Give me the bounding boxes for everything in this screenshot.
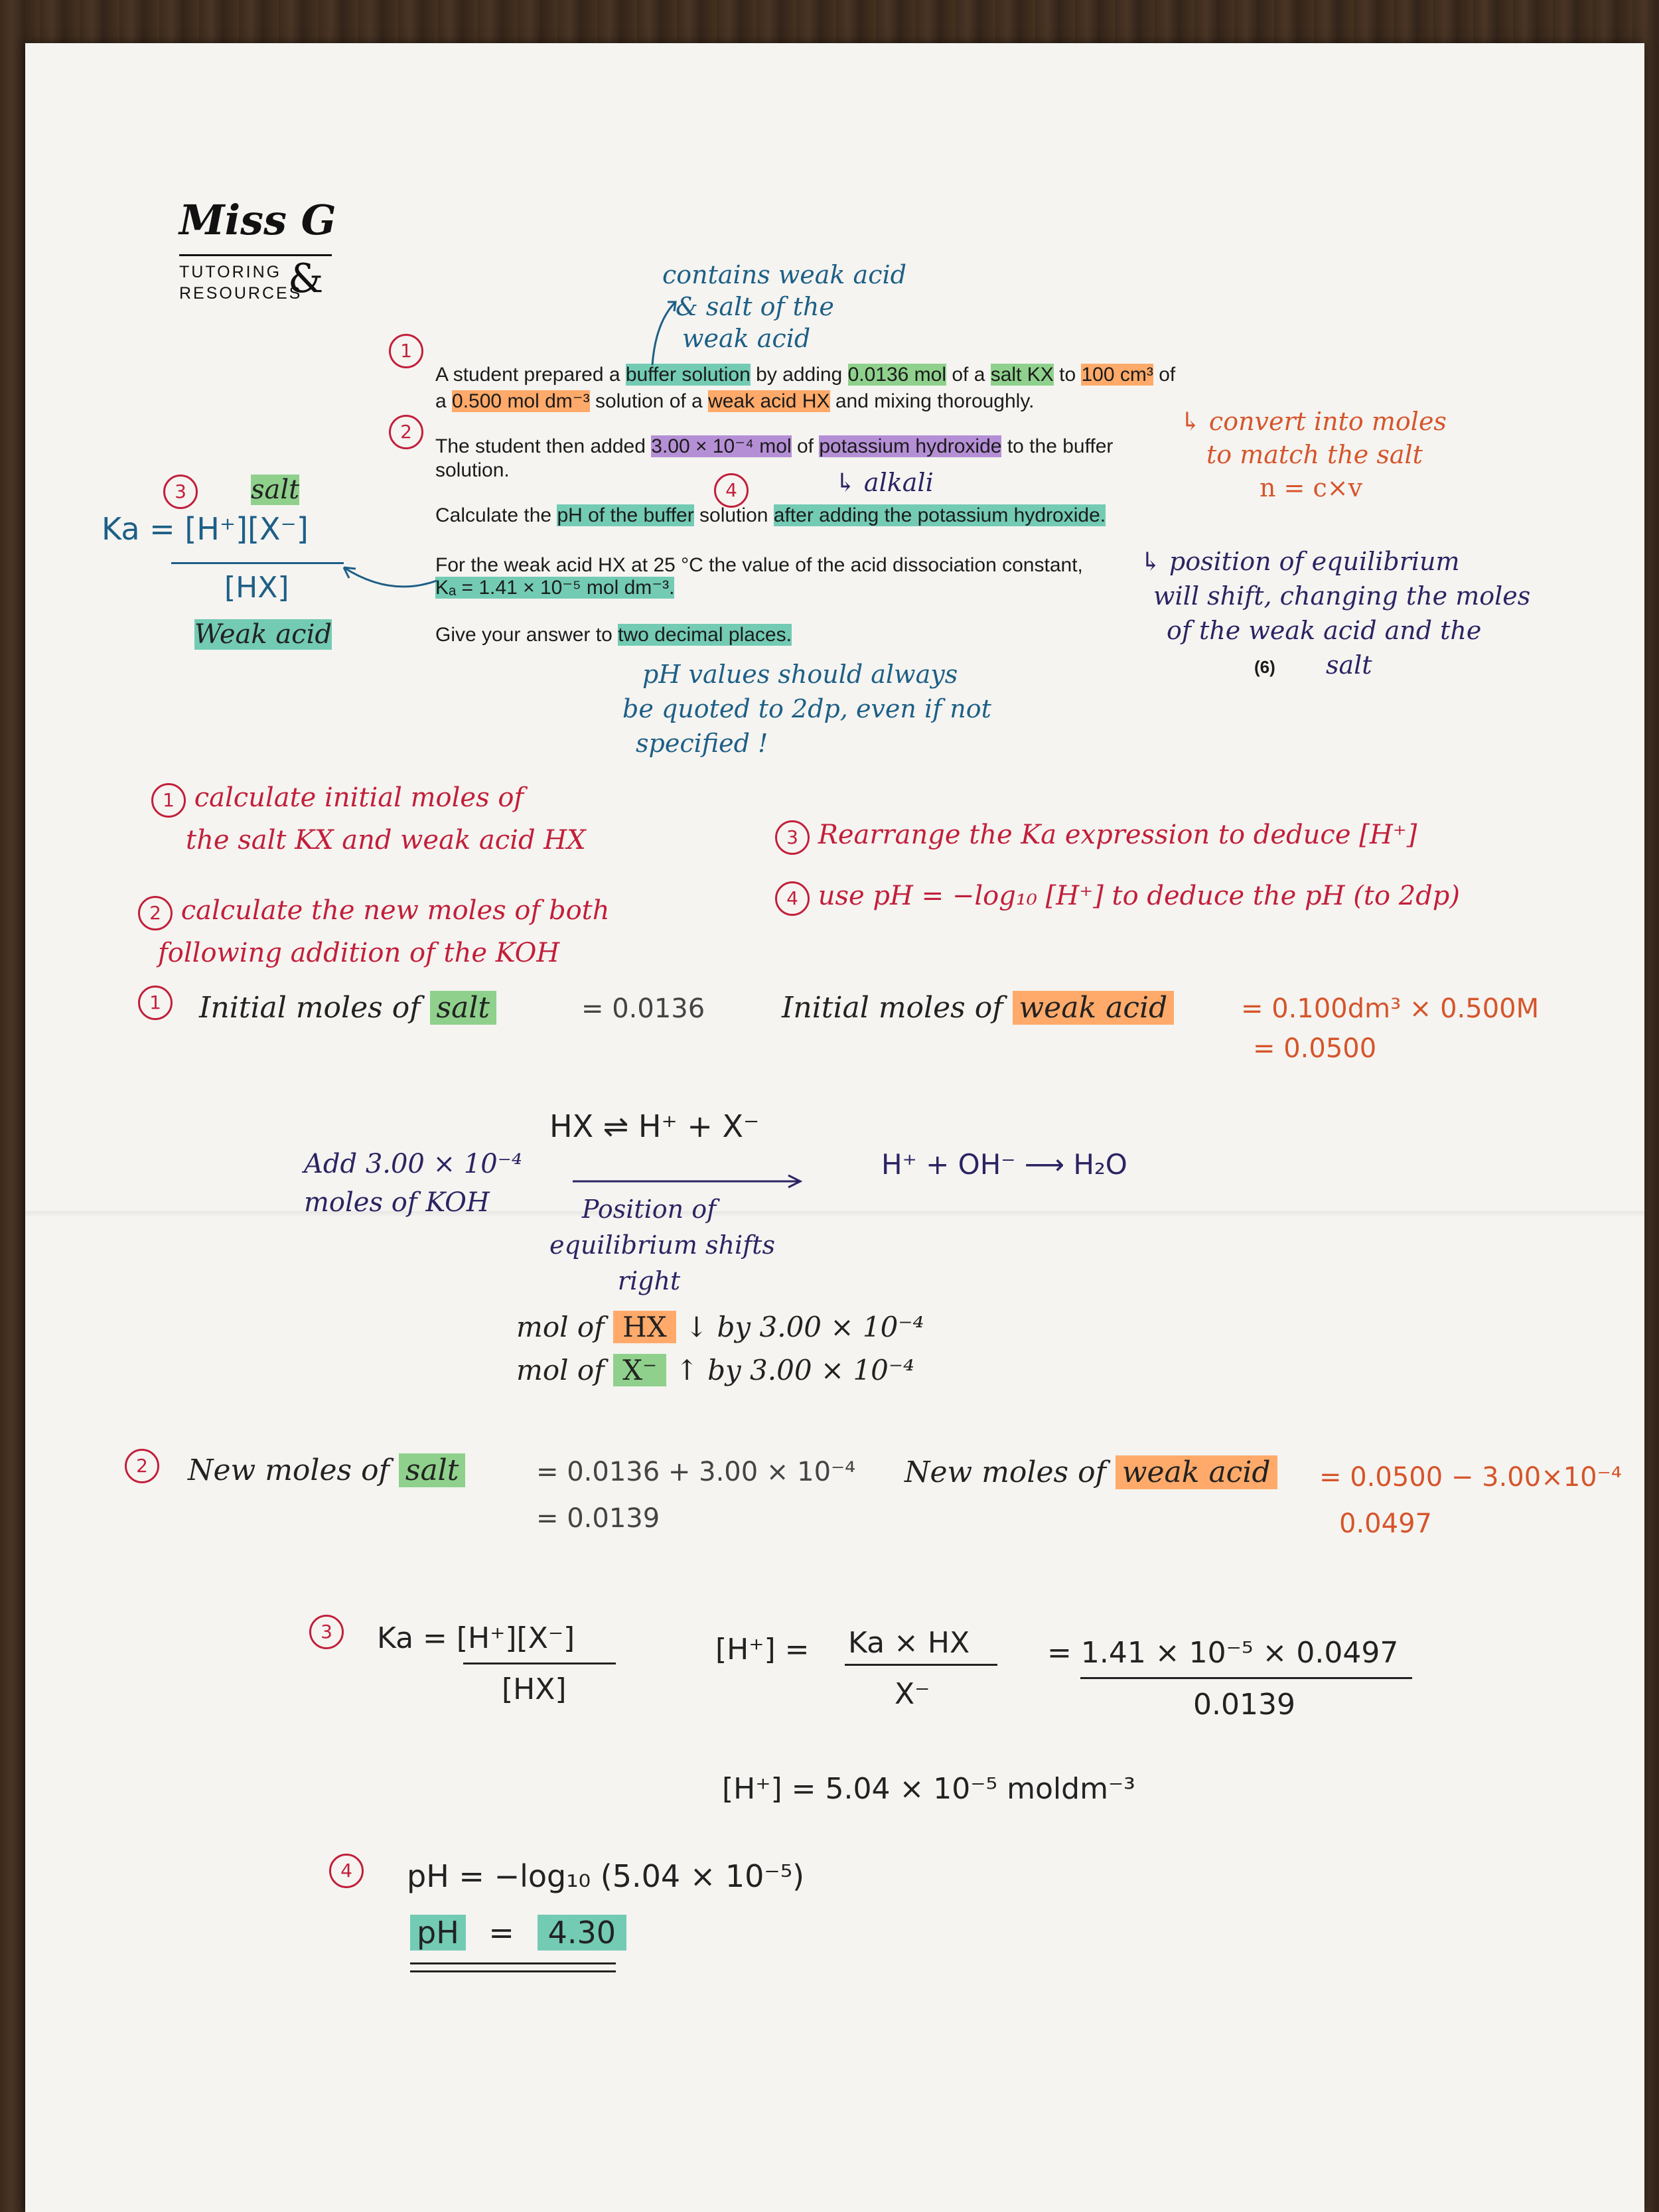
new-salt-line: New moles of salt	[188, 1453, 465, 1487]
ka-arrow	[337, 561, 443, 601]
question-paragraph-1	[435, 362, 1175, 415]
working-circle-2: 2	[125, 1449, 159, 1483]
new-acid-value: = 0.0500 − 3.00×10⁻⁴	[1319, 1462, 1622, 1493]
question-circle-4: 4	[714, 473, 749, 508]
ka-denominator-left: [HX]	[224, 571, 289, 605]
highlight-after-koh: after adding the potassium hydroxide.	[773, 504, 1106, 526]
annotation-alkali: ↳ alkali	[835, 468, 934, 497]
shift-right-arrow	[569, 1171, 808, 1191]
question-paragraph-4: For the weak acid HX at 25 °C the value of the acid dissociation constant, Kₐ = 1.41 × 10⁻⁵ mol dm⁻³.	[435, 554, 1083, 599]
highlight-salt: salt KX	[990, 364, 1054, 386]
annotation-contains: contains weak acid & salt of the weak acid	[662, 260, 906, 353]
logo-line-2: RESOURCES	[179, 284, 303, 303]
highlight-ph-buffer: pH of the buffer	[557, 504, 694, 526]
new-acid-value-2: 0.0497	[1339, 1509, 1432, 1539]
highlight-koh-moles: 3.00 × 10⁻⁴ mol	[651, 435, 792, 457]
highlight-weak-acid: weak acid HX	[708, 390, 830, 412]
new-salt-value: = 0.0136 + 3.00 × 10⁻⁴	[536, 1457, 856, 1487]
new-acid-line: New moles of weak acid	[904, 1455, 1277, 1489]
annotation-ph-note: pH values should always be quoted to 2dp, even if not specified !	[622, 660, 991, 758]
question-paragraph-3: Calculate the pH of the buffer solution after adding the potassium hydroxide.	[435, 504, 1106, 526]
ka-equation-line	[463, 1662, 616, 1664]
highlight-two-dp: two decimal places.	[618, 624, 792, 646]
ka-equation-numerator: Ka = [H⁺][X⁻]	[377, 1621, 575, 1655]
step-3-text: 3 Rearrange the Ka expression to deduce [H⁺]	[775, 820, 1417, 855]
initial-acid-line: Initial moles of weak acid	[782, 991, 1174, 1025]
question-line-1: A student prepared a buffer solution by adding 0.0136 mol of a salt KX to 100 cm³ of	[435, 364, 1176, 386]
highlight-volume: 100 cm³	[1081, 364, 1153, 386]
paper-fold	[25, 1211, 1644, 1218]
question-line-2: a 0.500 mol dm⁻³ solution of a weak acid HX and mixing thoroughly.	[435, 390, 1035, 412]
annotation-convert: ↳ convert into moles to match the salt n = c×v	[1180, 407, 1447, 502]
mol-x-line: mol of X⁻ ↑ by 3.00 × 10⁻⁴	[516, 1354, 914, 1386]
ka-salt-label: salt	[251, 475, 300, 505]
working-circle-4: 4	[329, 1854, 364, 1888]
initial-acid-value: = 0.100dm³ × 0.500M	[1241, 994, 1540, 1024]
initial-salt-line: Initial moles of salt	[199, 991, 496, 1025]
initial-salt-value: = 0.0136	[581, 994, 705, 1024]
equilibrium-equation: HX ⇌ H⁺ + X⁻	[549, 1108, 760, 1144]
annotation-contains-arrow	[642, 295, 682, 368]
add-koh-note: Add 3.00 × 10⁻⁴ moles of KOH	[304, 1149, 522, 1218]
h-result: [H⁺] = 5.04 × 10⁻⁵ moldm⁻³	[722, 1772, 1135, 1806]
step-2-text: 2 calculate the new moles of both following addition of the KOH	[138, 889, 609, 974]
ka-equation-denominator: [HX]	[502, 1672, 567, 1706]
marks-label: (6)	[1254, 657, 1275, 677]
h-equation-numerator: Ka × HX	[848, 1626, 970, 1660]
question-circle-2: 2	[389, 415, 423, 449]
h-equation-lhs: [H⁺] =	[715, 1633, 810, 1666]
mol-hx-line: mol of HX ↓ by 3.00 × 10⁻⁴	[516, 1311, 924, 1343]
worksheet-paper	[25, 43, 1644, 2212]
ph-final-answer: pH = 4.30	[410, 1915, 626, 1951]
working-circle-1: 1	[138, 986, 173, 1020]
ka-circle-3: 3	[163, 475, 198, 509]
annotation-position: ↳ position of equilibrium will shift, changing the moles of the weak acid and the salt	[1140, 547, 1531, 680]
ph-calculation: pH = −log₁₀ (5.04 × 10⁻⁵)	[407, 1858, 805, 1894]
ph-underline-1	[410, 1962, 616, 1964]
ka-weak-acid-label: Weak acid	[194, 619, 332, 650]
h-equation-line-2	[1080, 1677, 1412, 1679]
ka-expression-left: Ka = [H⁺][X⁻]	[102, 511, 309, 547]
step-4-text: 4 use pH = −log₁₀ [H⁺] to deduce the pH (to 2dp)	[775, 881, 1460, 916]
h-equation-denominator: X⁻	[895, 1677, 930, 1711]
h-equation-denominator-2: 0.0139	[1193, 1688, 1295, 1722]
question-circle-1: 1	[389, 334, 423, 368]
logo-line-1: TUTORING	[179, 263, 282, 281]
neutralisation-equation: H⁺ + OH⁻ ⟶ H₂O	[881, 1148, 1127, 1181]
h-equation-numerator-2: = 1.41 × 10⁻⁵ × 0.0497	[1047, 1636, 1399, 1670]
h-equation-line	[845, 1664, 997, 1666]
highlight-concentration: 0.500 mol dm⁻³	[452, 390, 590, 412]
working-circle-3: 3	[309, 1615, 344, 1649]
highlight-koh: potassium hydroxide	[819, 435, 1002, 457]
logo-ampersand: &	[288, 256, 324, 302]
ph-underline-2	[410, 1970, 616, 1972]
question-paragraph-2: The student then added 3.00 × 10⁻⁴ mol of potassium hydroxide to the buffer solution.	[435, 435, 1114, 481]
highlight-salt-moles: 0.0136 mol	[847, 364, 947, 386]
highlight-buffer: buffer solution	[625, 364, 751, 386]
logo-title: Miss G	[179, 196, 336, 244]
ka-fraction-line	[171, 562, 344, 564]
question-paragraph-5: Give your answer to two decimal places.	[435, 624, 792, 646]
shift-note: Position of equilibrium shifts right	[549, 1195, 775, 1295]
initial-acid-value-2: = 0.0500	[1253, 1033, 1377, 1064]
new-salt-value-2: = 0.0139	[536, 1503, 660, 1534]
step-1-text: 1 calculate initial moles of the salt KX and weak acid HX	[151, 776, 586, 861]
highlight-ka-value: Kₐ = 1.41 × 10⁻⁵ mol dm⁻³.	[435, 577, 675, 599]
